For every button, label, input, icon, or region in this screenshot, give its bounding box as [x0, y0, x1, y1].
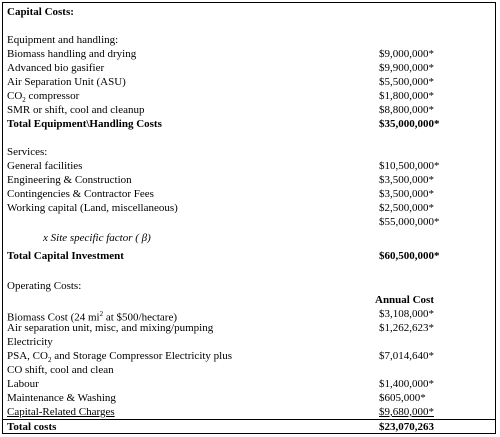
table-row	[3, 61, 495, 75]
item-label: CO shift, cool and clean	[7, 364, 114, 376]
table-row	[3, 321, 495, 335]
item-value: $3,500,000*	[379, 174, 434, 186]
operating-costs-title: Operating Costs:	[7, 280, 82, 292]
table-row	[3, 391, 495, 405]
item-label: General facilities	[7, 160, 83, 172]
item-label: $CO_2$ compressor	[7, 90, 80, 105]
investment-total-label: Total Capital Investment	[7, 250, 124, 262]
item-value: $1,262,623*	[379, 322, 434, 334]
item-value: $605,000*	[379, 392, 426, 404]
item-value: $3,500,000*	[379, 188, 434, 200]
services-subtotal-row	[3, 215, 495, 229]
table-row	[3, 201, 495, 215]
table-row	[3, 307, 495, 324]
investment-total-row	[3, 249, 495, 263]
table-row	[3, 377, 495, 391]
site-factor-label: x Site specific factor ( β)	[43, 232, 151, 244]
equipment-heading: Equipment and handling:	[7, 34, 119, 46]
total-costs-value: $23,070,263	[379, 421, 434, 433]
annual-header-row	[3, 293, 495, 307]
table-row	[3, 405, 495, 419]
item-label: Labour	[7, 378, 39, 390]
item-value: $5,500,000*	[379, 76, 434, 88]
item-label: Biomass handling and drying	[7, 48, 137, 60]
item-value: $9,680,000*	[379, 406, 434, 418]
item-label: Air separation unit, misc, and mixing/pumping	[7, 322, 214, 334]
operating-title-row	[3, 279, 495, 293]
equipment-total-value: $35,000,000*	[379, 118, 440, 130]
table-row	[3, 103, 495, 117]
equipment-heading-row	[3, 33, 495, 47]
services-heading: Services:	[7, 146, 48, 158]
investment-total-value: $60,500,000*	[379, 250, 440, 262]
item-label: Advanced bio gasifier	[7, 62, 105, 74]
table-row-continued	[3, 363, 495, 377]
item-value: $2,500,000*	[379, 202, 434, 214]
item-label: Contingencies & Contractor Fees	[7, 188, 154, 200]
capital-costs-title: Capital Costs:	[7, 6, 74, 18]
item-label: PSA, $CO_2$ and Storage Compressor Electricity plus	[7, 350, 233, 365]
total-costs-row	[3, 420, 495, 434]
services-heading-row	[3, 145, 495, 159]
item-value: $7,014,640*	[379, 350, 434, 362]
table-row	[3, 47, 495, 61]
equipment-total-row	[3, 117, 495, 131]
table-row	[3, 75, 495, 89]
table-row	[3, 173, 495, 187]
item-label: Maintenance & Washing	[7, 392, 116, 404]
services-subtotal: $55,000,000*	[379, 216, 440, 228]
cost-table	[2, 2, 496, 434]
table-row	[3, 89, 495, 103]
item-label: SMR or shift, cool and cleanup	[7, 104, 145, 116]
item-label: Electricity	[7, 336, 53, 348]
table-row	[3, 349, 495, 363]
total-costs-label: Total costs	[7, 421, 57, 433]
item-label: Capital-Related Charges	[7, 406, 115, 418]
item-label: Air Separation Unit (ASU)	[7, 76, 126, 88]
item-label: Working capital (Land, miscellaneous)	[7, 202, 178, 214]
item-value: $8,800,000*	[379, 104, 434, 116]
item-value: $3,108,000*	[379, 308, 434, 320]
item-label: Engineering & Construction	[7, 174, 132, 186]
equipment-total-label: Total Equipment\Handling Costs	[7, 118, 162, 130]
site-factor-row	[3, 231, 495, 245]
item-value: $1,400,000*	[379, 378, 434, 390]
table-row	[3, 187, 495, 201]
table-row	[3, 159, 495, 173]
item-value: $9,900,000*	[379, 62, 434, 74]
item-label: Biomass Cost (24 $mi^2$ at $500/hectare)	[7, 310, 177, 324]
annual-cost-header: Annual Cost	[375, 294, 434, 306]
item-value: $1,800,000*	[379, 90, 434, 102]
item-value: $9,000,000*	[379, 48, 434, 60]
table-row-continued	[3, 335, 495, 349]
item-value: $10,500,000*	[379, 160, 440, 172]
capital-costs-title-row	[3, 5, 495, 19]
